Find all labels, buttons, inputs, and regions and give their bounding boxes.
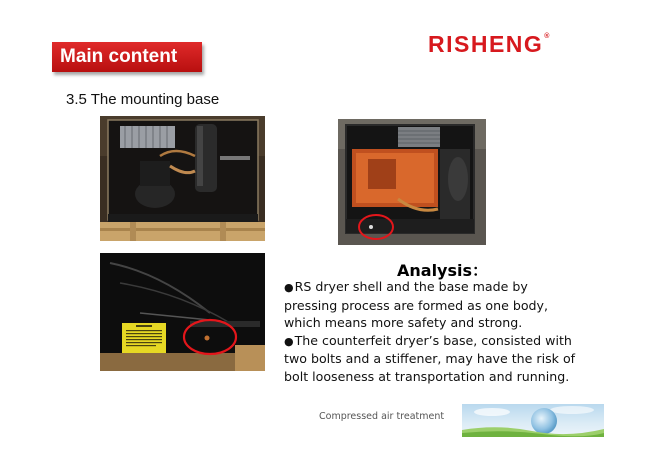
risheng-logo [428, 31, 549, 58]
page-title: Main content [60, 46, 178, 67]
logo-text: RISHENG [428, 31, 544, 57]
analysis-point-1: ●RS dryer shell and the base made by pressing process are formed as one body, which means more safety and strong. [284, 279, 548, 330]
bolt-highlight-circle [184, 320, 236, 354]
footer-earth-banner-image [462, 404, 604, 437]
footer-tagline: Compressed air treatment [319, 411, 445, 422]
bullet-icon: ● [284, 281, 294, 294]
bullet-icon: ● [284, 334, 294, 348]
page-title-badge [52, 42, 202, 72]
analysis-point-2: ●The counterfeit dryer’s base, consisted with two bolts and a stiffener, may have the risk of bolt looseness at transportation and running. [284, 332, 576, 384]
counterfeit-base-closeup-photo [100, 253, 265, 371]
counterfeit-dryer-photo [338, 119, 486, 245]
analysis-heading: Analysis： [397, 261, 489, 280]
rs-dryer-base-photo [100, 116, 265, 241]
registered-mark: ® [544, 33, 550, 40]
analysis-text [284, 278, 584, 385]
bolt-highlight-circle [359, 215, 393, 239]
section-heading: 3.5 The mounting base [66, 91, 220, 108]
